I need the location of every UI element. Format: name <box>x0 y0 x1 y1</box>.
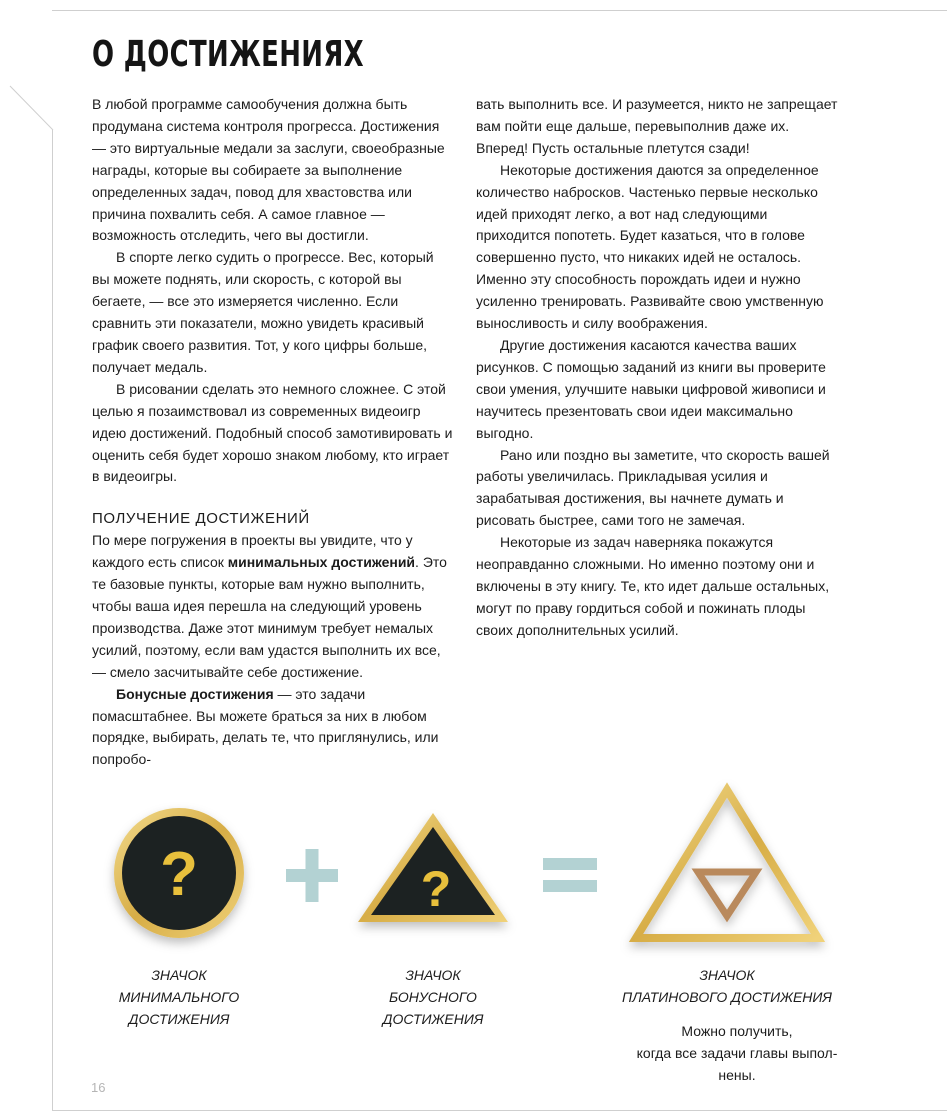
right-paragraph-3: Другие достижения касаются качества ваших рисунков. С помощью заданий из книги вы проверите свои умения, улучшите навыки цифровой живописи и научитесь презентовать свои идеи максимально выгодно. <box>476 336 826 441</box>
achievement-badges <box>0 760 947 1120</box>
note-line-3: нены. <box>718 1067 756 1083</box>
note-line-1: Можно получить, <box>681 1023 793 1039</box>
page-title: О ДОСТИЖЕНИЯХ <box>92 34 365 75</box>
platinum-badge-caption <box>607 964 847 1008</box>
minimal-caption-line-3: ДОСТИЖЕНИЯ <box>128 1011 230 1027</box>
bonus-achievements-term: Бонусные достижения <box>116 685 274 702</box>
p4-text-before: По мере погружения в проекты вы увидите, что у каждого есть список <box>92 532 413 571</box>
left-paragraph-1: В любой программе самообучения должна быть продумана система контроля прогресса. Достижения — это виртуальные медали за заслуги, своеобразные награды, которые вы собираете за выполнение определенных задач, повод для хвастовства или причина похвалить себя. А самое главное — возможность отследить, чего вы достигли. <box>92 96 445 244</box>
right-column <box>476 94 838 642</box>
minimal-badge-symbol: ? <box>160 840 198 909</box>
bonus-badge-symbol: ? <box>420 861 452 917</box>
right-paragraph-5: Некоторые из задач наверняка покажутся неоправданно сложными. Но именно поэтому они и включены в эту книгу. Те, кто идет дальше остальных, могут по праву гордиться собой и пожинать плоды своих дополнительных усилий. <box>476 534 830 638</box>
left-paragraph-5 <box>92 684 454 772</box>
left-paragraph-3: В рисовании сделать это немного сложнее. С этой целью я позаимствовал из современных видеоигр идею достижений. Подобный способ замотивировать и оценить себя будет хорошо знаком любому, кто играет в видеоигры. <box>92 380 453 485</box>
section-subheading: ПОЛУЧЕНИЕ ДОСТИЖЕНИЙ <box>92 510 310 528</box>
minimal-caption-line-1: ЗНАЧОК <box>151 967 207 983</box>
page-number: 16 <box>91 1080 106 1095</box>
platinum-caption-line-2: ПЛАТИНОВОГО ДОСТИЖЕНИЯ <box>622 989 832 1005</box>
right-paragraph-1: вать выполнить все. И разумеется, никто не запрещает вам пойти еще дальше, перевыполнив даже их. Вперед! Пусть остальные плетутся сзади! <box>476 96 838 156</box>
left-paragraph-2: В спорте легко судить о прогрессе. Вес, который вы можете поднять, или скорость, с которой вы бегаете, — все это измеряется численно. Если сравнить эти показатели, можно увидеть красивый график своего развития. Тот, у кого цифры больше, получает медаль. <box>92 249 434 375</box>
left-column <box>92 94 454 771</box>
platinum-caption-line-1: ЗНАЧОК <box>699 967 755 983</box>
frame-top-line <box>52 10 947 11</box>
platinum-badge-note <box>607 1020 867 1086</box>
p4-text-after: . Это те базовые пункты, которые вам нужно выполнить, чтобы ваша идея перешла на следующий уровень производства. Даже этот минимум требует немалых усилий, поэтому, если вам удастся выполнить их все, — смело засчитывайте себе достижение. <box>92 554 447 680</box>
bonus-caption-line-2: БОНУСНОГО <box>389 989 477 1005</box>
right-paragraph-2: Некоторые достижения даются за определенное количество набросков. Частенько первые несколько идей приходят легко, а вот над следующими приходится попотеть. Будет казаться, что в голове совершенно пусто, что никаких идей не осталось. Именно эту способность порождать идеи и нужно усиленно тренировать. Развивайте свою умственную выносливость и силу воображения. <box>476 161 824 332</box>
equals-icon <box>543 858 597 892</box>
frame-corner <box>0 80 60 220</box>
plus-icon <box>286 849 338 902</box>
minimal-badge-caption <box>99 964 259 1030</box>
right-paragraph-4: Рано или поздно вы заметите, что скорость вашей работы увеличилась. Прикладывая усилия и зарабатывая достижения, вы начнете думать и рисовать быстрее, сами того не замечая. <box>476 446 830 529</box>
minimal-caption-line-2: МИНИМАЛЬНОГО <box>118 989 240 1005</box>
note-line-2: когда все задачи главы выпол- <box>636 1045 838 1061</box>
bonus-caption-line-1: ЗНАЧОК <box>405 967 461 983</box>
bonus-badge-caption <box>353 964 513 1030</box>
p5-text-after: — это задачи помасштабнее. Вы можете браться за них в любом порядке, выбирать, делать те, что приглянулись, или попробо- <box>92 685 439 768</box>
platinum-badge-icon <box>636 790 818 938</box>
left-paragraph-4 <box>92 530 454 683</box>
minimal-achievements-term: минимальных достижений <box>227 554 416 571</box>
bonus-caption-line-3: ДОСТИЖЕНИЯ <box>382 1011 484 1027</box>
